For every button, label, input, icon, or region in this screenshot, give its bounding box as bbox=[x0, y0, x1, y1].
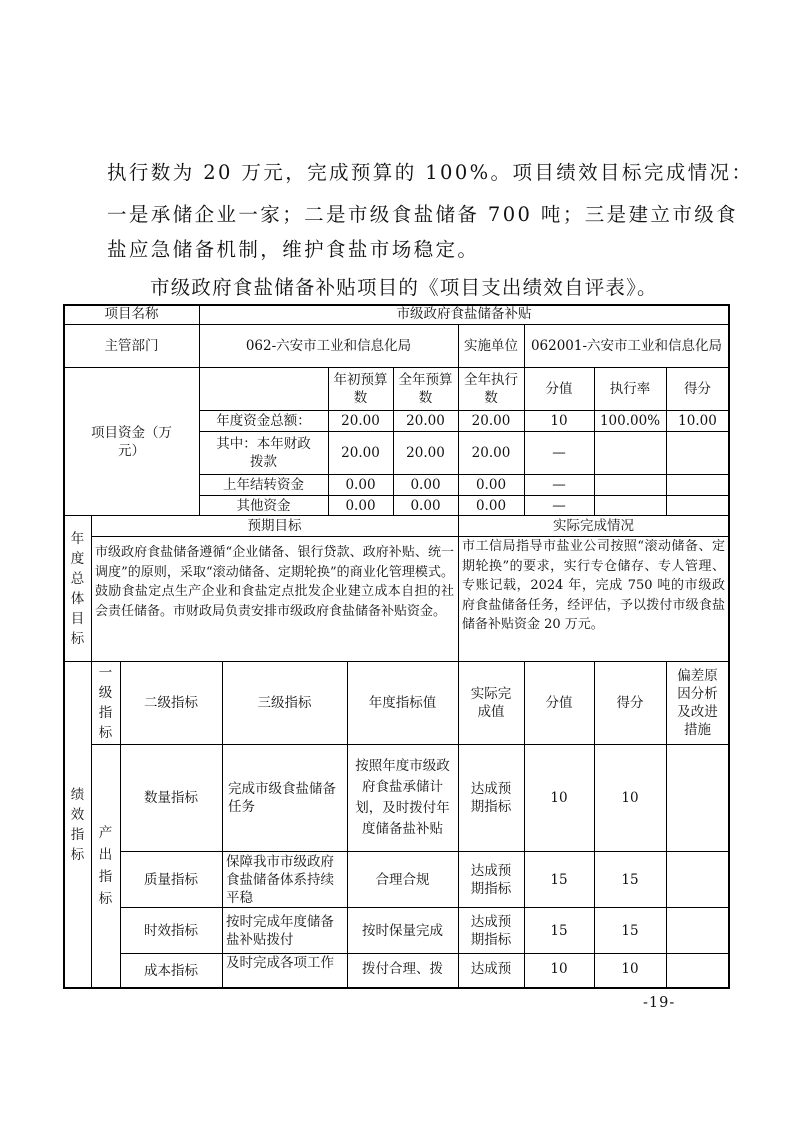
perf-row-level2: 质量指标 bbox=[144, 871, 198, 888]
fund-row-initial: 0.00 bbox=[345, 477, 376, 493]
table-rule bbox=[199, 305, 200, 515]
fund-row-rate bbox=[594, 475, 666, 495]
perf-row-actual: 达成预期指标 bbox=[470, 913, 512, 948]
fund-header-full: 全年预算数 bbox=[398, 372, 453, 406]
table-rule bbox=[120, 907, 729, 908]
fund-row-rate bbox=[594, 496, 666, 515]
fund-row-exec: 0.00 bbox=[475, 477, 507, 493]
perf-row-annual: 按照年度市级政府食盐承储计划，及时拨付年度储备盐补贴 bbox=[355, 758, 450, 837]
project-name-label: 项目名称 bbox=[104, 306, 159, 322]
fund-row-exec: 0.00 bbox=[475, 497, 507, 514]
perf-row-level3: 及时完成各项工作 bbox=[226, 955, 334, 971]
table-rule bbox=[347, 662, 348, 987]
table-rule bbox=[91, 516, 92, 987]
table-rule bbox=[594, 368, 595, 515]
fund-row-score bbox=[666, 475, 729, 495]
fund-row-value: — bbox=[552, 445, 566, 461]
intro-line-2: 一是承储企业一家；二是市级食盐储备 700 吨；三是建立市级食 bbox=[107, 203, 739, 226]
table-rule bbox=[64, 367, 729, 368]
perf-row-annual: 拨付合理、拨 bbox=[362, 961, 443, 977]
perf-row-annual: 合理合规 bbox=[375, 871, 430, 888]
table-rule bbox=[64, 661, 729, 662]
perf-header-level3: 三级指标 bbox=[257, 695, 312, 711]
impl-value: 062001-六安市工业和信息化局 bbox=[530, 338, 723, 354]
fund-row-rate bbox=[594, 432, 666, 474]
perf-row-level3: 保障我市市级政府食盐储备体系持续平稳 bbox=[226, 853, 334, 906]
fund-row-score bbox=[666, 496, 729, 515]
fund-row-score: 10.00 bbox=[678, 413, 717, 429]
perf-header-annual: 年度指标值 bbox=[368, 695, 437, 711]
fund-row-label: 其中：本年财政拨款 bbox=[216, 436, 311, 470]
perf-header-deviation: 偏差原因分析及改进措施 bbox=[677, 668, 718, 738]
perf-row-level3: 按时完成年度储备盐补贴拨付 bbox=[226, 913, 334, 948]
fund-header-score: 得分 bbox=[684, 381, 711, 397]
table-rule bbox=[199, 410, 729, 411]
perf-row-score: 10 bbox=[621, 790, 639, 806]
perf-header-level2: 二级指标 bbox=[144, 695, 198, 711]
perf-indicators-label: 绩效指标 bbox=[70, 786, 85, 863]
project-name-value: 市级政府食盐储备补贴 bbox=[396, 306, 532, 322]
output-indicator-label: 产出指标 bbox=[98, 825, 113, 907]
table-rule bbox=[91, 744, 729, 745]
table-rule bbox=[120, 662, 121, 987]
perf-row-annual: 按时保量完成 bbox=[362, 922, 443, 939]
fund-header-executed: 全年执行数 bbox=[464, 372, 518, 406]
perf-row-value: 10 bbox=[550, 790, 568, 806]
table-rule bbox=[393, 368, 394, 515]
perf-header-score: 得分 bbox=[616, 695, 644, 711]
table-rule bbox=[91, 536, 729, 537]
table-rule bbox=[64, 324, 729, 325]
fund-row-full: 20.00 bbox=[406, 445, 445, 461]
table-border bbox=[63, 304, 730, 306]
perf-header-level1: 一级指标 bbox=[98, 665, 113, 741]
table-rule bbox=[120, 851, 729, 852]
table-rule bbox=[64, 515, 729, 516]
perf-row-actual: 达成预 bbox=[470, 961, 512, 977]
perf-row-level3: 完成市级食盐储备任务 bbox=[228, 781, 336, 815]
table-rule bbox=[524, 662, 525, 987]
fund-header-rate: 执行率 bbox=[609, 381, 651, 397]
fund-row-label: 年度资金总额： bbox=[216, 413, 311, 429]
fund-row-rate: 100.00% bbox=[599, 413, 661, 429]
page-number: -19- bbox=[643, 995, 676, 1011]
table-border bbox=[63, 987, 730, 989]
perf-row-level2: 成本指标 bbox=[144, 962, 198, 979]
table-border bbox=[728, 304, 730, 989]
expected-goal-header: 预期目标 bbox=[247, 518, 302, 534]
fund-row-score bbox=[666, 432, 729, 474]
intro-line-1: 执行数为 20 万元，完成预算的 100%。项目绩效目标完成情况： bbox=[107, 161, 754, 184]
perf-row-score: 15 bbox=[621, 871, 639, 888]
table-rule bbox=[458, 325, 459, 367]
perf-row-value: 10 bbox=[550, 961, 568, 977]
perf-header-actual: 实际完成值 bbox=[470, 686, 512, 720]
perf-row-score: 10 bbox=[621, 961, 639, 977]
fund-header-initial: 年初预算数 bbox=[333, 372, 388, 406]
intro-line-3: 盐应急储备机制，维护食盐市场稳定。 bbox=[107, 238, 480, 261]
table-rule bbox=[199, 431, 729, 432]
expected-goal-text: 市级政府食盐储备遵循“企业储备、银行贷款、政府补贴、统一调度”的原则，采取“滚动储备、定期轮换”的商业化管理模式。鼓励食盐定点生产企业和食盐定点批发企业建立成本自担的社会责任储备。市财政局负责安排市级政府食盐储备补贴资金。 bbox=[95, 545, 454, 619]
perf-header-value: 分值 bbox=[545, 695, 573, 711]
fund-row-full: 0.00 bbox=[410, 477, 441, 493]
table-rule bbox=[458, 368, 459, 515]
dept-value: 062-六安市工业和信息化局 bbox=[245, 338, 412, 354]
fund-row-initial: 20.00 bbox=[341, 413, 380, 429]
fund-row-label: 上年结转资金 bbox=[223, 477, 304, 493]
dept-label: 主管部门 bbox=[104, 338, 159, 354]
table-rule bbox=[222, 662, 223, 987]
actual-completion-text: 市工信局指导市盐业公司按照“滚动储备、定期轮换”的要求，实行专仓储存、专人管理、专账记载，2024 年，完成 750 吨的市级政府食盐储备任务，经评估，予以拨付市级食盐储备补贴资金 20 万元。 bbox=[462, 539, 725, 632]
table-rule bbox=[524, 368, 525, 515]
fund-row-value: 10 bbox=[550, 413, 568, 429]
fund-row-full: 20.00 bbox=[406, 413, 445, 429]
table-rule bbox=[199, 474, 729, 475]
fund-row-label: 其他资金 bbox=[236, 497, 291, 514]
fund-row-exec: 20.00 bbox=[471, 445, 511, 461]
fund-header-value: 分值 bbox=[545, 381, 573, 397]
table-caption: 市级政府食盐储备补贴项目的《项目支出绩效自评表》。 bbox=[150, 276, 658, 299]
fund-row-initial: 0.00 bbox=[345, 497, 376, 514]
perf-row-actual: 达成预期指标 bbox=[470, 781, 512, 815]
perf-row-actual: 达成预期指标 bbox=[470, 862, 512, 897]
perf-row-level2: 数量指标 bbox=[144, 790, 198, 806]
fund-row-full: 0.00 bbox=[410, 497, 441, 514]
table-rule bbox=[328, 368, 329, 515]
actual-completion-header: 实际完成情况 bbox=[553, 518, 634, 534]
table-rule bbox=[666, 662, 667, 987]
table-rule bbox=[120, 953, 729, 954]
table-rule bbox=[199, 495, 729, 496]
table-rule bbox=[458, 662, 459, 987]
table-rule bbox=[594, 662, 595, 987]
annual-goal-label: 年度总体目标 bbox=[70, 530, 85, 647]
table-rule bbox=[524, 325, 525, 367]
perf-row-value: 15 bbox=[550, 922, 568, 939]
fund-row-value: — bbox=[552, 477, 566, 493]
impl-label: 实施单位 bbox=[464, 338, 518, 354]
funds-label: 项目资金（万元） bbox=[91, 424, 172, 459]
perf-row-value: 15 bbox=[550, 871, 568, 888]
perf-row-score: 15 bbox=[621, 922, 639, 939]
table-rule bbox=[666, 368, 667, 515]
fund-row-initial: 20.00 bbox=[341, 445, 380, 461]
table-border bbox=[63, 304, 65, 989]
table-rule bbox=[458, 516, 459, 661]
fund-row-value: — bbox=[552, 497, 566, 514]
fund-row-exec: 20.00 bbox=[471, 413, 511, 429]
perf-row-level2: 时效指标 bbox=[144, 922, 198, 939]
